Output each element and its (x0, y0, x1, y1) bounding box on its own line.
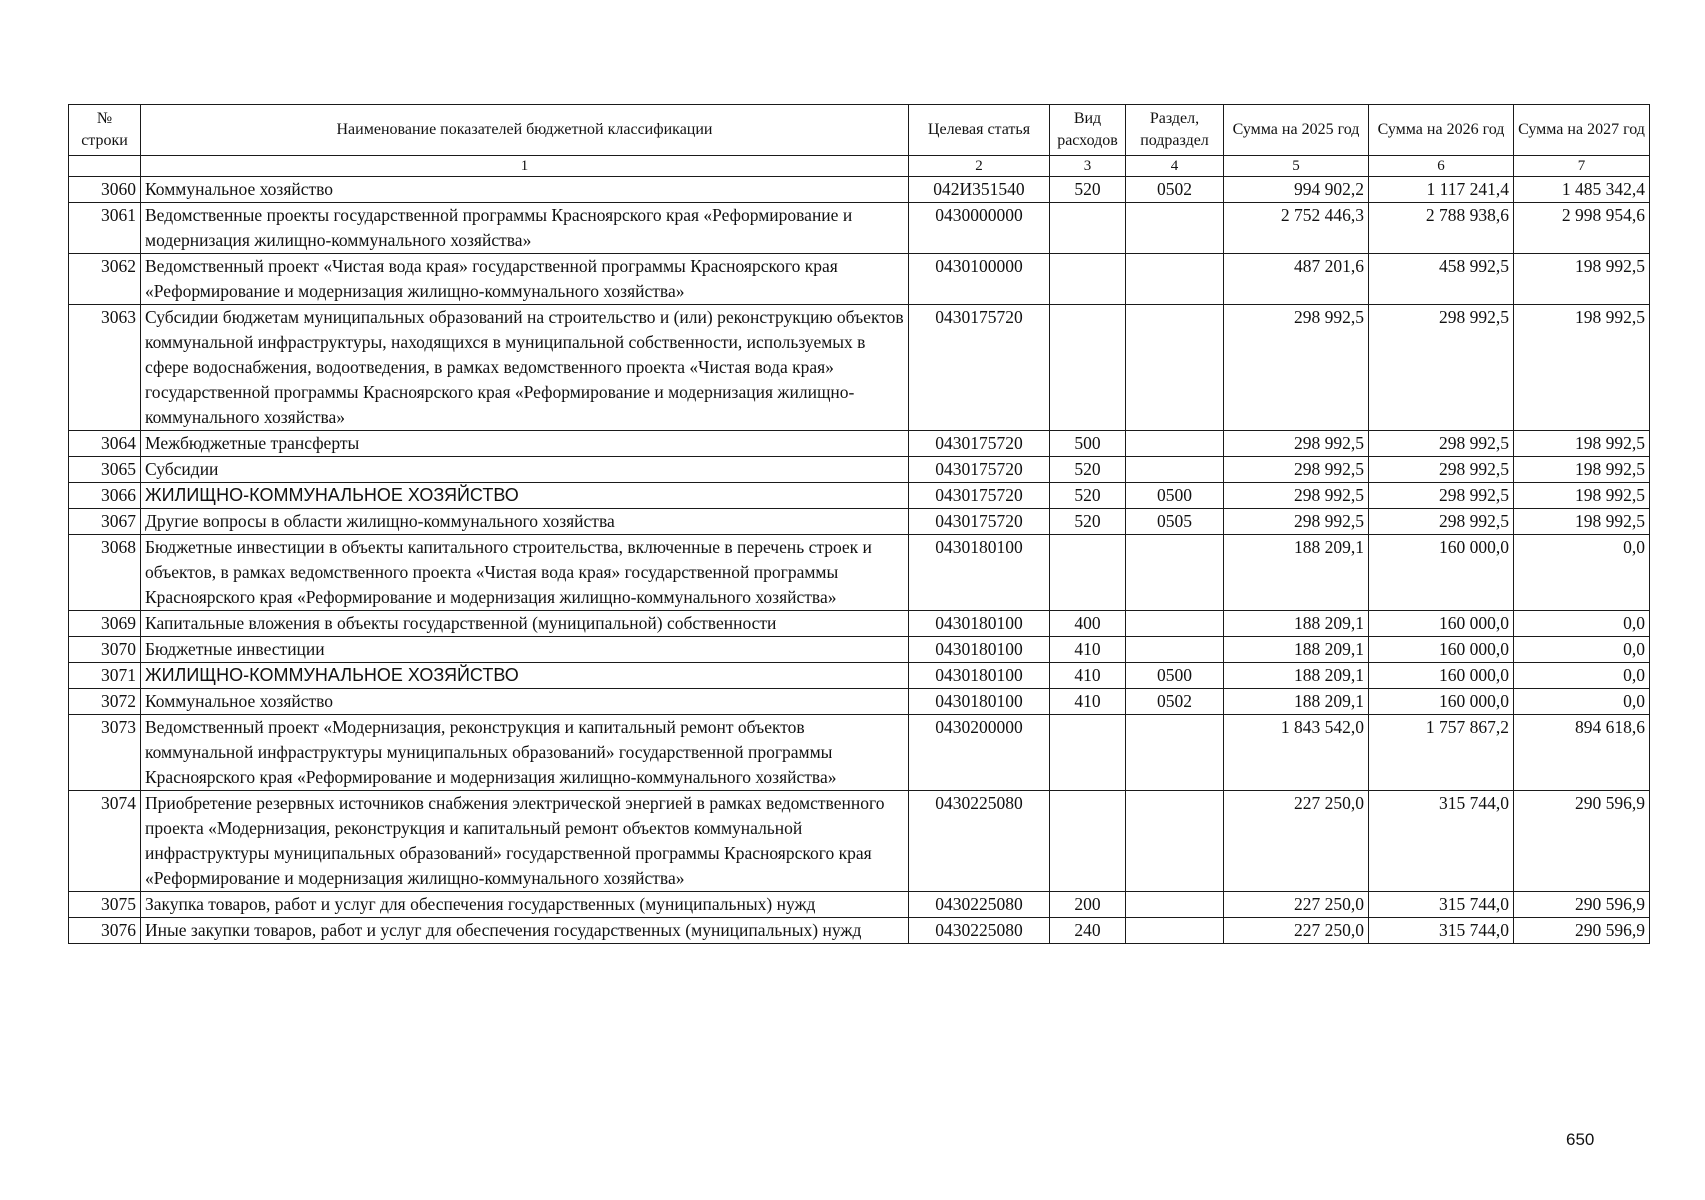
row-target-code: 0430175720 (909, 431, 1050, 457)
row-target-code: 0430180100 (909, 611, 1050, 637)
row-name: Ведомственные проекты государственной программы Красноярского края «Реформирование и модернизация жилищно-коммунального хозяйства» (141, 203, 909, 254)
row-target-code: 0430180100 (909, 663, 1050, 689)
table-row (69, 637, 1650, 663)
row-sum-2026: 298 992,5 (1369, 431, 1514, 457)
header-name: Наименование показателей бюджетной классификации (141, 105, 909, 156)
row-name: Иные закупки товаров, работ и услуг для обеспечения государственных (муниципальных) нужд (141, 918, 909, 944)
column-number: 2 (909, 156, 1050, 177)
table-row (69, 892, 1650, 918)
row-sum-2026: 160 000,0 (1369, 535, 1514, 611)
row-sum-2025: 188 209,1 (1224, 611, 1369, 637)
row-sum-2027: 198 992,5 (1514, 254, 1650, 305)
column-number: 5 (1224, 156, 1369, 177)
row-sum-2025: 188 209,1 (1224, 637, 1369, 663)
row-number: 3065 (69, 457, 141, 483)
row-section (1126, 611, 1224, 637)
row-section (1126, 305, 1224, 431)
table-row (69, 431, 1650, 457)
row-target-code: 0430175720 (909, 457, 1050, 483)
row-target-code: 0430225080 (909, 892, 1050, 918)
row-expense-type (1050, 305, 1126, 431)
row-number: 3063 (69, 305, 141, 431)
column-number: 1 (141, 156, 909, 177)
row-section (1126, 535, 1224, 611)
row-number: 3073 (69, 715, 141, 791)
column-number: 7 (1514, 156, 1650, 177)
row-target-code: 0430100000 (909, 254, 1050, 305)
row-expense-type: 200 (1050, 892, 1126, 918)
row-sum-2026: 298 992,5 (1369, 509, 1514, 535)
row-section (1126, 637, 1224, 663)
row-sum-2026: 160 000,0 (1369, 637, 1514, 663)
row-name: Другие вопросы в области жилищно-коммунального хозяйства (141, 509, 909, 535)
row-name: Ведомственный проект «Чистая вода края» государственной программы Красноярского края «Реформирование и модернизация жилищно-коммунального хозяйства» (141, 254, 909, 305)
row-expense-type: 410 (1050, 637, 1126, 663)
header-section: Раздел, подраздел (1126, 105, 1224, 156)
row-sum-2027: 198 992,5 (1514, 483, 1650, 509)
table-row (69, 203, 1650, 254)
row-name: ЖИЛИЩНО-КОММУНАЛЬНОЕ ХОЗЯЙСТВО (141, 483, 909, 509)
row-sum-2027: 0,0 (1514, 689, 1650, 715)
row-number: 3064 (69, 431, 141, 457)
header-expense-type: Вид расходов (1050, 105, 1126, 156)
row-expense-type: 240 (1050, 918, 1126, 944)
row-number: 3061 (69, 203, 141, 254)
row-sum-2027: 0,0 (1514, 663, 1650, 689)
row-expense-type (1050, 535, 1126, 611)
row-target-code: 0430175720 (909, 305, 1050, 431)
row-number: 3069 (69, 611, 141, 637)
row-number: 3060 (69, 177, 141, 203)
row-number: 3072 (69, 689, 141, 715)
row-section (1126, 431, 1224, 457)
row-sum-2026: 298 992,5 (1369, 483, 1514, 509)
header-sum-2026: Сумма на 2026 год (1369, 105, 1514, 156)
row-section (1126, 791, 1224, 892)
table-row (69, 457, 1650, 483)
row-expense-type: 500 (1050, 431, 1126, 457)
row-expense-type (1050, 254, 1126, 305)
row-target-code: 0430175720 (909, 483, 1050, 509)
row-sum-2027: 290 596,9 (1514, 918, 1650, 944)
row-target-code: 0430000000 (909, 203, 1050, 254)
row-sum-2027: 0,0 (1514, 535, 1650, 611)
row-section: 0500 (1126, 483, 1224, 509)
row-sum-2025: 227 250,0 (1224, 791, 1369, 892)
column-number: 4 (1126, 156, 1224, 177)
row-sum-2026: 160 000,0 (1369, 611, 1514, 637)
row-name: Ведомственный проект «Модернизация, реконструкция и капитальный ремонт объектов коммунальной инфраструктуры муниципальных образований» государственной программы Красноярского края «Реформирование и модернизация жилищно-коммунального хозяйства» (141, 715, 909, 791)
row-sum-2025: 227 250,0 (1224, 918, 1369, 944)
row-section (1126, 918, 1224, 944)
table-row (69, 535, 1650, 611)
table-row (69, 611, 1650, 637)
row-target-code: 042И351540 (909, 177, 1050, 203)
row-number: 3066 (69, 483, 141, 509)
row-section (1126, 715, 1224, 791)
row-target-code: 0430200000 (909, 715, 1050, 791)
row-sum-2025: 298 992,5 (1224, 305, 1369, 431)
row-sum-2027: 198 992,5 (1514, 431, 1650, 457)
table-header (69, 105, 1650, 177)
column-number: 6 (1369, 156, 1514, 177)
row-target-code: 0430225080 (909, 918, 1050, 944)
row-sum-2026: 458 992,5 (1369, 254, 1514, 305)
row-sum-2027: 198 992,5 (1514, 509, 1650, 535)
row-number: 3070 (69, 637, 141, 663)
row-sum-2027: 894 618,6 (1514, 715, 1650, 791)
row-sum-2027: 198 992,5 (1514, 457, 1650, 483)
row-sum-2025: 188 209,1 (1224, 689, 1369, 715)
table-row (69, 689, 1650, 715)
row-sum-2027: 198 992,5 (1514, 305, 1650, 431)
table-row (69, 305, 1650, 431)
row-section: 0505 (1126, 509, 1224, 535)
row-sum-2025: 188 209,1 (1224, 535, 1369, 611)
row-sum-2026: 298 992,5 (1369, 305, 1514, 431)
row-sum-2025: 298 992,5 (1224, 483, 1369, 509)
row-name: Коммунальное хозяйство (141, 689, 909, 715)
row-number: 3067 (69, 509, 141, 535)
row-sum-2026: 1 757 867,2 (1369, 715, 1514, 791)
row-sum-2027: 0,0 (1514, 611, 1650, 637)
row-name: Межбюджетные трансферты (141, 431, 909, 457)
row-section (1126, 254, 1224, 305)
row-number: 3071 (69, 663, 141, 689)
row-section (1126, 457, 1224, 483)
row-sum-2027: 0,0 (1514, 637, 1650, 663)
row-sum-2027: 290 596,9 (1514, 892, 1650, 918)
row-sum-2025: 298 992,5 (1224, 509, 1369, 535)
row-expense-type: 520 (1050, 483, 1126, 509)
column-number: 3 (1050, 156, 1126, 177)
row-expense-type: 520 (1050, 177, 1126, 203)
row-target-code: 0430180100 (909, 535, 1050, 611)
row-sum-2026: 160 000,0 (1369, 663, 1514, 689)
row-section: 0500 (1126, 663, 1224, 689)
table-row (69, 254, 1650, 305)
table-row (69, 715, 1650, 791)
table-row (69, 483, 1650, 509)
row-number: 3062 (69, 254, 141, 305)
row-sum-2026: 315 744,0 (1369, 918, 1514, 944)
table-row (69, 791, 1650, 892)
row-target-code: 0430180100 (909, 637, 1050, 663)
row-sum-2025: 298 992,5 (1224, 431, 1369, 457)
header-sum-2027: Сумма на 2027 год (1514, 105, 1650, 156)
header-target: Целевая статья (909, 105, 1050, 156)
table-row (69, 509, 1650, 535)
row-name: Субсидии бюджетам муниципальных образований на строительство и (или) реконструкцию объектов коммунальной инфраструктуры, находящихся в муниципальной собственности, используемых в сфере водоснабжения, водоотведения, в рамках ведомственного проекта «Чистая вода края» государственной программы Красноярского края «Реформирование и модернизация жилищно- коммунального хозяйства» (141, 305, 909, 431)
row-expense-type (1050, 203, 1126, 254)
row-sum-2025: 487 201,6 (1224, 254, 1369, 305)
column-number-row (69, 156, 1650, 177)
row-section (1126, 203, 1224, 254)
row-expense-type: 520 (1050, 509, 1126, 535)
row-sum-2025: 227 250,0 (1224, 892, 1369, 918)
row-sum-2026: 298 992,5 (1369, 457, 1514, 483)
row-sum-2025: 994 902,2 (1224, 177, 1369, 203)
row-name: Приобретение резервных источников снабжения электрической энергией в рамках ведомственного проекта «Модернизация, реконструкция и капитальный ремонт объектов коммунальной инфраструктуры муниципальных образований» государственной программы Красноярского края «Реформирование и модернизация жилищно-коммунального хозяйства» (141, 791, 909, 892)
row-sum-2025: 298 992,5 (1224, 457, 1369, 483)
row-expense-type: 400 (1050, 611, 1126, 637)
row-sum-2026: 315 744,0 (1369, 791, 1514, 892)
column-number (69, 156, 141, 177)
row-sum-2025: 188 209,1 (1224, 663, 1369, 689)
row-name: Закупка товаров, работ и услуг для обеспечения государственных (муниципальных) нужд (141, 892, 909, 918)
row-sum-2027: 2 998 954,6 (1514, 203, 1650, 254)
row-name: Коммунальное хозяйство (141, 177, 909, 203)
row-expense-type: 520 (1050, 457, 1126, 483)
row-number: 3068 (69, 535, 141, 611)
row-name: Бюджетные инвестиции в объекты капитального строительства, включенные в перечень строек и объектов, в рамках ведомственного проекта «Чистая вода края» государственной программы Красноярского края «Реформирование и модернизация жилищно-коммунального хозяйства» (141, 535, 909, 611)
row-expense-type: 410 (1050, 689, 1126, 715)
page-number: 650 (1566, 1130, 1595, 1149)
row-sum-2026: 2 788 938,6 (1369, 203, 1514, 254)
row-sum-2025: 1 843 542,0 (1224, 715, 1369, 791)
table-row (69, 663, 1650, 689)
table-row (69, 177, 1650, 203)
row-target-code: 0430180100 (909, 689, 1050, 715)
row-sum-2025: 2 752 446,3 (1224, 203, 1369, 254)
row-name: Субсидии (141, 457, 909, 483)
row-target-code: 0430175720 (909, 509, 1050, 535)
row-sum-2026: 160 000,0 (1369, 689, 1514, 715)
row-target-code: 0430225080 (909, 791, 1050, 892)
row-expense-type (1050, 791, 1126, 892)
row-name: ЖИЛИЩНО-КОММУНАЛЬНОЕ ХОЗЯЙСТВО (141, 663, 909, 689)
row-sum-2026: 315 744,0 (1369, 892, 1514, 918)
row-section: 0502 (1126, 689, 1224, 715)
budget-table (68, 104, 1650, 944)
row-number: 3075 (69, 892, 141, 918)
table-body (69, 177, 1650, 944)
row-expense-type: 410 (1050, 663, 1126, 689)
row-sum-2027: 1 485 342,4 (1514, 177, 1650, 203)
row-section: 0502 (1126, 177, 1224, 203)
row-name: Капитальные вложения в объекты государственной (муниципальной) собственности (141, 611, 909, 637)
row-name: Бюджетные инвестиции (141, 637, 909, 663)
row-number: 3076 (69, 918, 141, 944)
table-row (69, 918, 1650, 944)
header-row-no: № строки (69, 105, 141, 156)
row-sum-2026: 1 117 241,4 (1369, 177, 1514, 203)
header-sum-2025: Сумма на 2025 год (1224, 105, 1369, 156)
row-expense-type (1050, 715, 1126, 791)
row-number: 3074 (69, 791, 141, 892)
row-section (1126, 892, 1224, 918)
row-sum-2027: 290 596,9 (1514, 791, 1650, 892)
